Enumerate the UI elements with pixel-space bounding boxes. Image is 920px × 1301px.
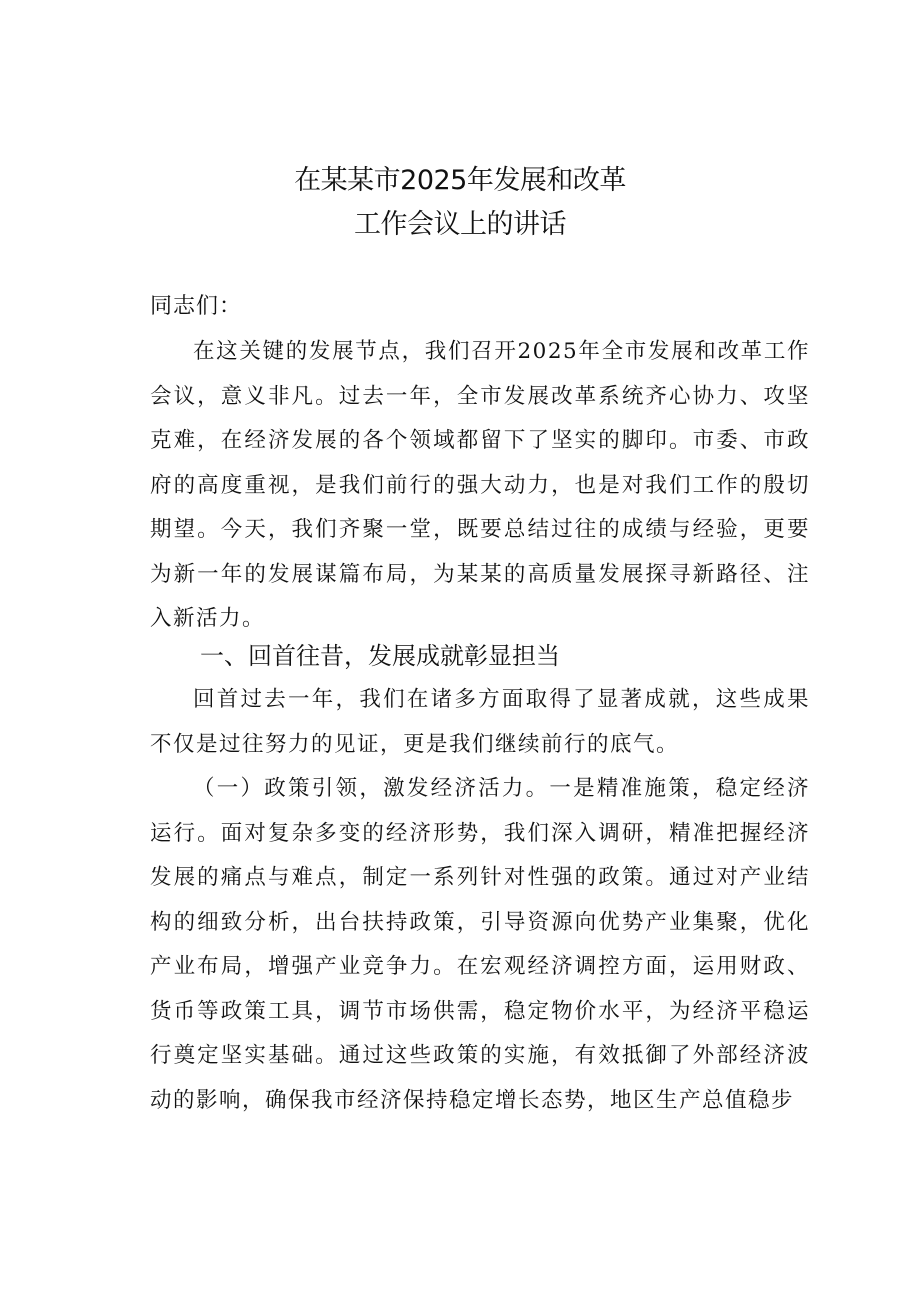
salutation: 同志们： <box>150 294 243 319</box>
section-heading: 一、回首往昔，发展成就彰显担当 <box>200 642 560 670</box>
paragraph-review: 回首过去一年，我们在诸多方面取得了显著成就，这些成果不仅是过往努力的见证，更是我们继续前行的底气。 <box>150 687 810 757</box>
paragraph-intro: 在这关键的发展节点，我们召开2025年全市发展和改革工作会议，意义非凡。过去一年，全市发展改革系统齐心协力、攻坚克难，在经济发展的各个领域都留下了坚实的脚印。市委、市政府的高度重视，是我们前行的强大动力，也是对我们工作的殷切期望。今天，我们齐聚一堂，既要总结过往的成绩与经验，更要为新一年的发展谋篇布局，为某某的高质量发展探寻新路径、注入新活力。 <box>150 339 810 631</box>
document-title-line-2: 工作会议上的讲话 <box>354 209 566 240</box>
paragraph-policy: （一）政策引领，激发经济活力。一是精准施策，稳定经济运行。面对复杂多变的经济形势，我们深入调研，精准把握经济发展的痛点与难点，制定一系列针对性强的政策。通过对产业结构的细致分析，出台扶持政策，引导资源向优势产业集聚，优化产业布局，增强产业竞争力。在宏观经济调控方面，运用财政、货币等政策工具，调节市场供需，稳定物价水平，为经济平稳运行奠定坚实基础。通过这些政策的实施，有效抵御了外部经济波动的影响，确保我市经济保持稳定增长态势，地区生产总值稳步 <box>150 776 810 1113</box>
document-title-line-1: 在某某市2025年发展和改革 <box>294 165 626 196</box>
